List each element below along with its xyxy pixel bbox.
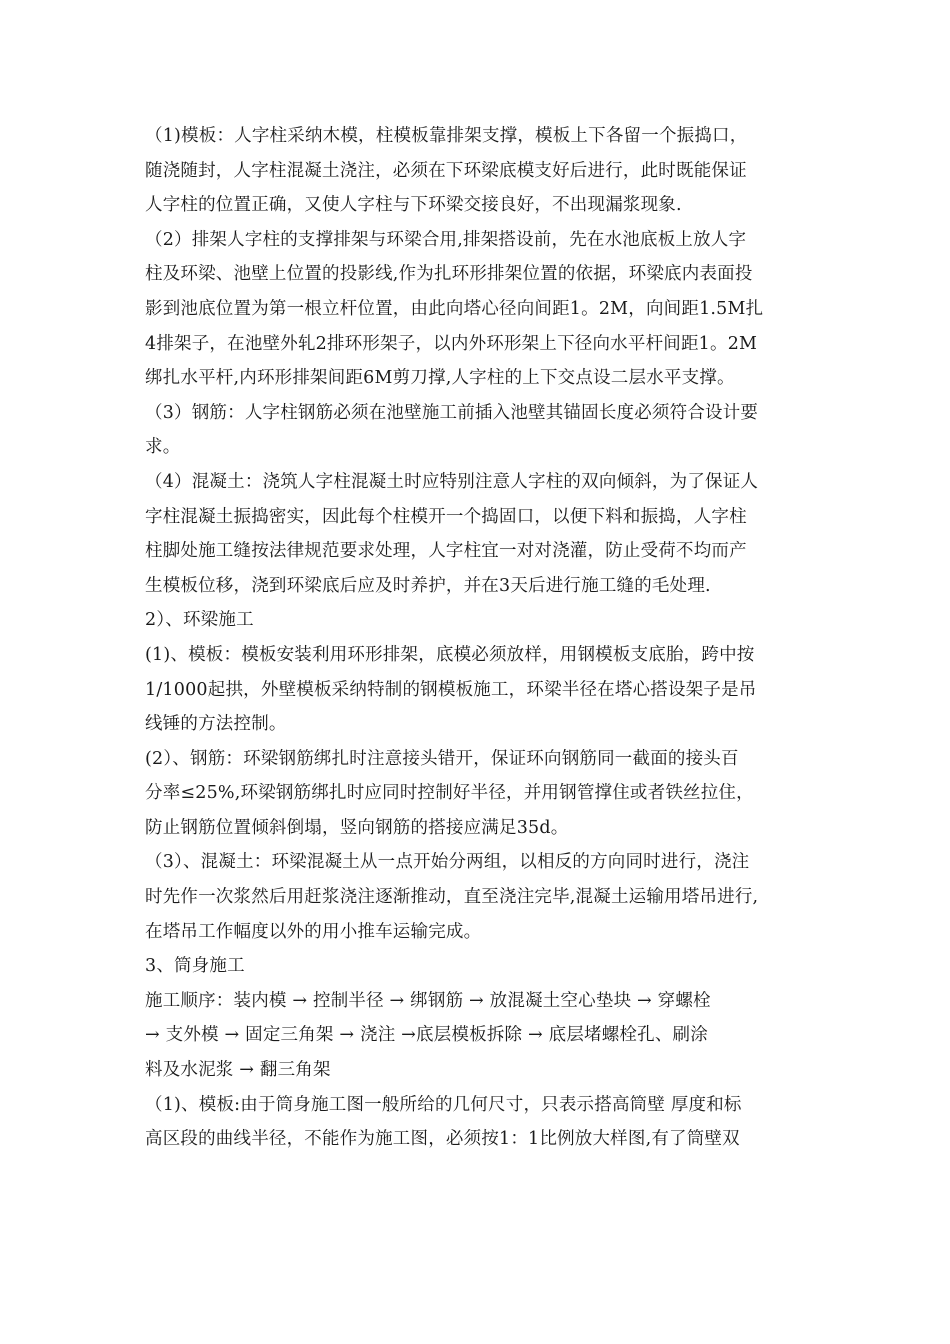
text-line: 线锤的方法控制。 — [145, 714, 287, 735]
text-line: 施工顺序：装内模 → 控制半径 → 绑钢筋 → 放混凝土空心垫块 → 穿螺栓 — [145, 990, 711, 1011]
text-line: 分率≤25%,环梁钢筋绑扎时应同时控制好半径，并用钢管撑住或者铁丝拉住， — [145, 783, 754, 804]
text-line: 4排架子，在池壁外轧2排环形架子，以内外环形架上下径向水平杆间距1。2M — [145, 333, 758, 354]
text-line: 柱及环梁、池壁上位置的投影线,作为扎环形排架位置的依据，环梁底内表面投 — [145, 264, 753, 285]
section-heading: 3、筒身施工 — [145, 956, 245, 977]
text-line: 影到池底位置为第一根立杆位置，由此向塔心径向间距1。2M，向间距1.5M扎 — [145, 298, 764, 319]
text-line: （3）钢筋：人字柱钢筋必须在池壁施工前插入池壁其锚固长度必须符合设计要 — [145, 402, 759, 423]
text-line: (1)、模板：模板安装利用环形排架，底模必须放样，用钢模板支底胎，跨中按 — [145, 644, 755, 665]
text-line: 在塔吊工作幅度以外的用小推车运输完成。 — [145, 921, 482, 942]
text-line: （3）、混凝土：环梁混凝土从一点开始分两组，以相反的方向同时进行，浇注 — [145, 852, 750, 873]
text-line: → 支外模 → 固定三角架 → 浇注 →底层模板拆除 → 底层堵螺栓孔、刷涂 — [145, 1025, 708, 1046]
text-line: 1/1000起拱，外壁模板采纳特制的钢模板施工，环梁半径在塔心搭设架子是吊 — [145, 679, 757, 700]
text-line: 字柱混凝土振捣密实，因此每个柱模开一个捣固口，以便下料和振捣，人字柱 — [145, 506, 747, 527]
text-line: 随浇随封，人字柱混凝土浇注，必须在下环梁底模支好后进行，此时既能保证 — [145, 160, 747, 181]
text-line: （1)、模板:由于筒身施工图一般所给的几何尺寸，只表示搭高筒壁 厚度和标 — [145, 1094, 742, 1115]
text-line: 人字柱的位置正确，又使人字柱与下环梁交接良好，不出现漏浆现象. — [145, 195, 682, 216]
text-line: 高区段的曲线半径，不能作为施工图，必须按1：1比例放大样图,有了筒壁双 — [145, 1129, 740, 1150]
text-line: （2）排架人字柱的支撑排架与环梁合用,排架搭设前，先在水池底板上放人字 — [145, 229, 747, 250]
text-line: 绑扎水平杆,内环形排架间距6M剪刀撑,人字柱的上下交点设二层水平支撑。 — [145, 368, 735, 389]
text-line: （4）混凝土：浇筑人字柱混凝土时应特别注意人字柱的双向倾斜，为了保证人 — [145, 471, 759, 492]
text-line: (2）、钢筋：环梁钢筋绑扎时注意接头错开，保证环向钢筋同一截面的接头百 — [145, 748, 739, 769]
text-line: 生模板位移，浇到环梁底后应及时养护，并在3天后进行施工缝的毛处理. — [145, 575, 711, 596]
text-line: 求。 — [145, 437, 181, 458]
document-body — [145, 119, 825, 1157]
text-line: 料及水泥浆 → 翻三角架 — [145, 1060, 331, 1081]
section-heading: 2）、环梁施工 — [145, 610, 254, 631]
text-line: 柱脚处施工缝按法律规范要求处理，人字柱宜一对对浇灌，防止受荷不均而产 — [145, 541, 747, 562]
text-line: （1)模板：人字柱采纳木模，柱模板靠排架支撑，模板上下各留一个振捣口， — [145, 126, 748, 146]
text-line: 防止钢筋位置倾斜倒塌，竖向钢筋的搭接应满足35d。 — [145, 817, 569, 838]
text-line: 时先作一次浆然后用赶浆浇注逐渐推动，直至浇注完毕,混凝土运输用塔吊进行, — [145, 887, 759, 908]
